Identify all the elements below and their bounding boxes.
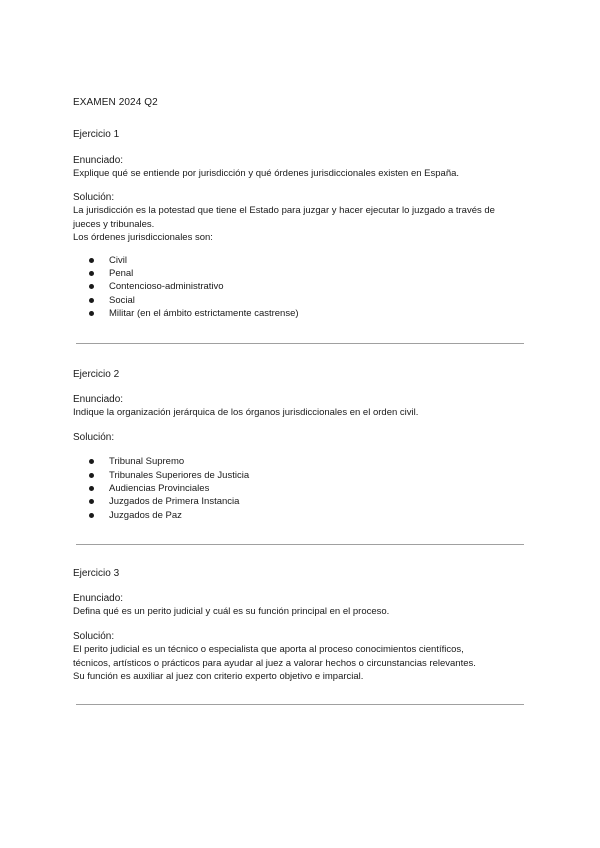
bullet-icon	[89, 298, 94, 303]
exercise-title: Ejercicio 2	[73, 369, 120, 380]
statement-label: Enunciado:	[73, 394, 124, 405]
bullet-icon	[89, 459, 94, 464]
list-item: Tribunal Supremo	[73, 455, 533, 468]
bullet-icon	[89, 271, 94, 276]
solution-line: Los órdenes jurisdiccionales son:	[73, 232, 213, 244]
exercise-3	[73, 567, 533, 684]
solution-line: El perito judicial es un técnico o especialista que aporta al proceso conocimientos científicos,	[73, 644, 464, 656]
list-item: Tribunales Superiores de Justicia	[73, 469, 533, 482]
section-divider	[76, 544, 524, 545]
statement-label: Enunciado:	[73, 593, 124, 604]
exercise-title: Ejercicio 3	[73, 568, 120, 579]
solution-label: Solución:	[73, 192, 115, 204]
solution-line: Su función es auxiliar al juez con criterio experto objetivo e imparcial.	[73, 671, 364, 683]
list-item: Audiencias Provinciales	[73, 482, 533, 495]
solution-label: Solución:	[73, 631, 115, 643]
document-title: EXAMEN 2024 Q2	[73, 97, 158, 108]
solution-line: La jurisdicción es la potestad que tiene el Estado para juzgar y hacer ejecutar lo juzgado a través de	[73, 205, 495, 217]
exercise-1	[73, 128, 533, 320]
bullet-icon	[89, 486, 94, 491]
bullet-icon	[89, 499, 94, 504]
list-item: Civil	[73, 254, 533, 267]
statement-text: Explique qué se entiende por jurisdicción y qué órdenes jurisdiccionales existen en España.	[73, 168, 460, 179]
section-divider	[76, 343, 524, 344]
solution-line: técnicos, artísticos o prácticos para ayudar al juez a valorar hechos o circunstancias relevantes.	[73, 657, 476, 669]
statement-label: Enunciado:	[73, 155, 124, 166]
list-item: Militar (en el ámbito estrictamente castrense)	[73, 307, 533, 320]
statement-text: Defina qué es un perito judicial y cuál es su función principal en el proceso.	[73, 606, 390, 617]
bullet-icon	[89, 311, 94, 316]
statement-text: Indique la organización jerárquica de los órganos jurisdiccionales en el orden civil.	[73, 407, 419, 418]
bullet-icon	[89, 258, 94, 263]
bullet-icon	[89, 284, 94, 289]
solution-line: jueces y tribunales.	[73, 218, 155, 230]
bullet-icon	[89, 473, 94, 478]
solution-label: Solución:	[73, 432, 115, 444]
bullet-icon	[89, 513, 94, 518]
section-divider	[76, 704, 524, 705]
list-item: Social	[73, 294, 533, 307]
list-item: Juzgados de Primera Instancia	[73, 495, 533, 508]
bullet-list	[73, 254, 533, 320]
exercise-title: Ejercicio 1	[73, 129, 120, 140]
list-item: Penal	[73, 267, 533, 280]
list-item: Juzgados de Paz	[73, 509, 533, 522]
exercise-2	[73, 368, 533, 522]
bullet-list	[73, 455, 533, 521]
list-item: Contencioso-administrativo	[73, 280, 533, 293]
